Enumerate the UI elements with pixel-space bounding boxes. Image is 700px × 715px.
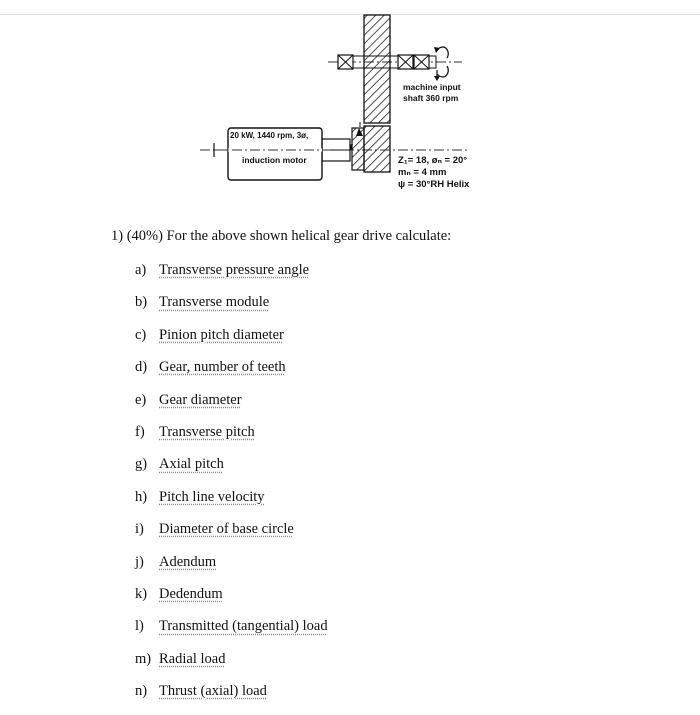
gear-teeth-angle-label: Z₁= 18, øₙ = 20°	[398, 155, 468, 166]
gear-wheel	[364, 15, 390, 123]
item-text: Transverse pressure angle	[159, 262, 310, 278]
item-text: Thrust (axial) load	[159, 683, 267, 700]
list-item	[135, 359, 328, 391]
item-text: Transmitted (tangential) load	[159, 618, 328, 635]
item-letter: j)	[135, 553, 144, 570]
item-letter: n)	[135, 683, 148, 700]
list-item	[135, 262, 328, 294]
list-item	[135, 651, 328, 683]
motor-rating-label: 20 kW, 1440 rpm, 3ø,	[230, 131, 309, 140]
gear-helix-label: ψ = 30°RH Helix	[398, 179, 470, 190]
item-text: Radial load	[159, 650, 226, 667]
item-text: Axial pitch	[159, 456, 224, 473]
item-letter: h)	[135, 488, 148, 505]
item-text: Adendum	[159, 553, 217, 570]
item-letter: d)	[135, 359, 148, 376]
item-letter: i)	[135, 521, 144, 538]
gear-drive-drawing	[0, 0, 700, 225]
item-text: Diameter of base circle	[159, 521, 294, 538]
item-letter: a)	[135, 262, 147, 278]
calculation-list	[135, 262, 328, 715]
mesh-zone	[364, 126, 390, 172]
item-text: Gear diameter	[159, 391, 242, 408]
item-text: Transverse pitch	[159, 423, 255, 440]
item-letter: f)	[135, 423, 145, 440]
list-item	[135, 294, 328, 326]
list-item	[135, 618, 328, 650]
item-letter: c)	[135, 326, 147, 343]
question-heading: 1) (40%) For the above shown helical gear drive calculate:	[111, 228, 452, 244]
list-item	[135, 554, 328, 586]
list-item	[135, 489, 328, 521]
item-letter: m)	[135, 650, 152, 667]
list-item	[135, 424, 328, 456]
list-item	[135, 683, 328, 715]
item-text: Gear, number of teeth	[159, 359, 286, 376]
list-item	[135, 586, 328, 618]
gear-module-label: mₙ = 4 mm	[398, 167, 447, 178]
list-item	[135, 521, 328, 553]
item-text: Pinion pitch diameter	[159, 326, 284, 343]
item-letter: k)	[135, 585, 148, 602]
item-letter: e)	[135, 391, 147, 408]
machine-speed-label: shaft 360 rpm	[403, 93, 459, 103]
list-item	[135, 392, 328, 424]
gear-drive-diagram	[0, 0, 700, 225]
item-text: Dedendum	[159, 585, 223, 602]
machine-input-label: machine input	[403, 82, 461, 92]
item-text: Pitch line velocity	[159, 488, 265, 505]
item-letter: b)	[135, 294, 148, 311]
item-letter: l)	[135, 618, 144, 635]
item-text: Transverse module	[159, 294, 270, 311]
list-item	[135, 327, 328, 359]
item-letter: g)	[135, 456, 148, 473]
list-item	[135, 456, 328, 488]
motor-name-label: induction motor	[242, 155, 307, 165]
